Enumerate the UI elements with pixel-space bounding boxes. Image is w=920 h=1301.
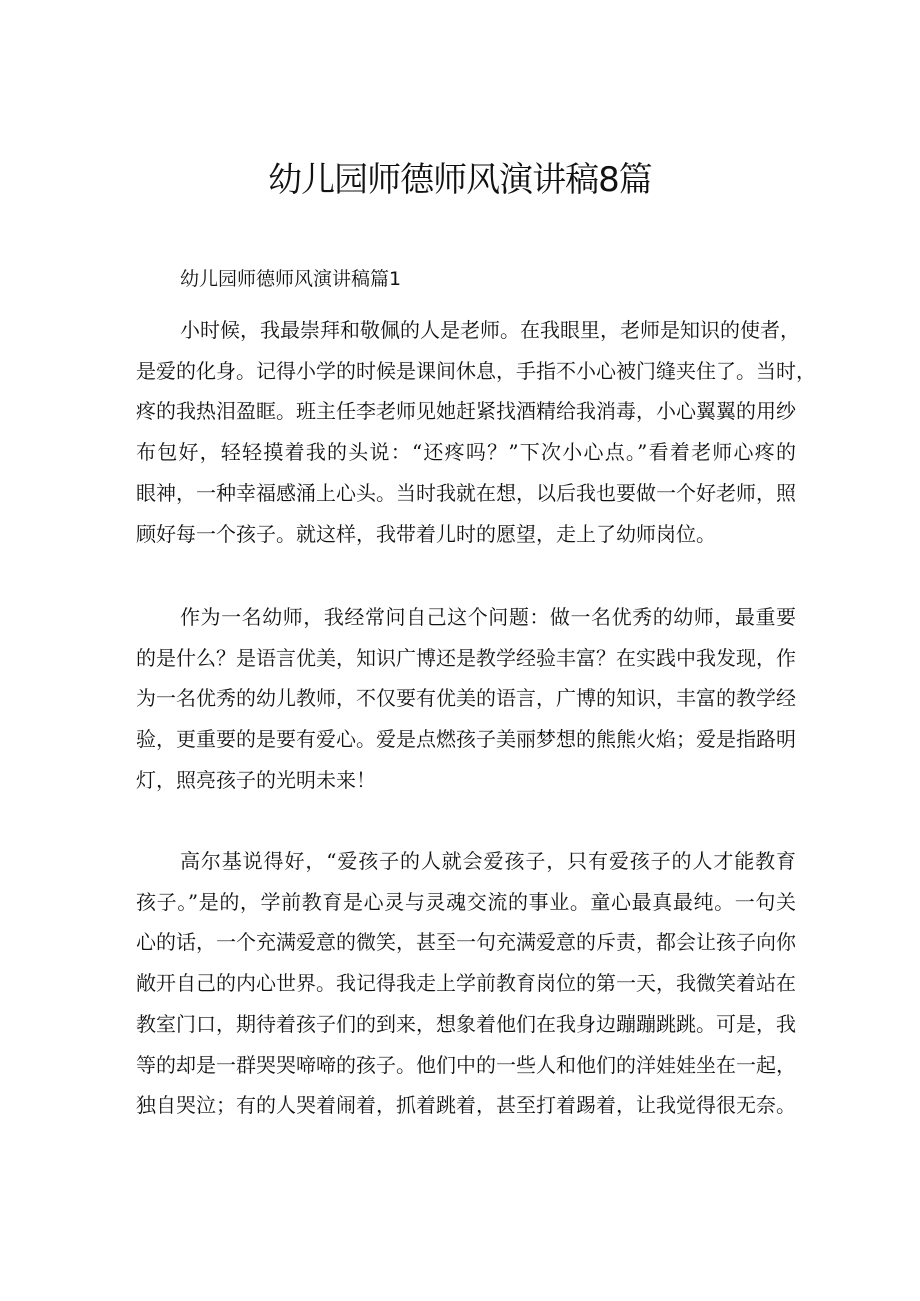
- paragraph-line: 灯，照亮孩子的光明未来！: [136, 767, 376, 792]
- paragraph-line: 教室门口，期待着孩子们的到来，想象着他们在我身边蹦蹦跳跳。可是，我: [136, 1011, 796, 1036]
- paragraph-line: 为一名优秀的幼儿教师，不仅要有优美的语言，广博的知识，丰富的教学经: [136, 686, 796, 711]
- paragraph-line: 小时候，我最崇拜和敬佩的人是老师。在我眼里，老师是知识的使者，: [180, 318, 800, 342]
- paragraph-line: 等的却是一群哭哭啼啼的孩子。他们中的一些人和他们的洋娃娃坐在一起，: [136, 1052, 796, 1077]
- paragraph-line: 验，更重要的是要有爱心。爱是点燃孩子美丽梦想的熊熊火焰；爱是指路明: [136, 727, 796, 752]
- paragraph-line: 心的话，一个充满爱意的微笑，甚至一句充满爱意的斥责，都会让孩子向你: [136, 930, 796, 955]
- paragraph-2: [136, 597, 796, 801]
- section-heading: 幼儿园师德师风演讲稿篇1: [180, 268, 402, 290]
- paragraph-3: [136, 841, 796, 1126]
- paragraph-line: 孩子。”是的，学前教育是心灵与灵魂交流的事业。童心最真最纯。一句关: [136, 889, 796, 914]
- paragraph-line: 布包好，轻轻摸着我的头说：“还疼吗？”下次小心点。”看着老师心疼的: [136, 440, 796, 465]
- paragraph-line: 疼的我热泪盈眶。班主任李老师见她赶紧找酒精给我消毒，小心翼翼的用纱: [136, 399, 796, 424]
- paragraph-line: 作为一名幼师，我经常问自己这个问题：做一名优秀的幼师，最重要: [180, 605, 796, 629]
- paragraph-line: 高尔基说得好，“爱孩子的人就会爱孩子，只有爱孩子的人才能教育: [180, 849, 796, 873]
- paragraph-1: [136, 310, 816, 554]
- paragraph-line: 独自哭泣；有的人哭着闹着，抓着跳着，甚至打着踢着，让我觉得很无奈。: [136, 1093, 796, 1118]
- paragraph-line: 是爱的化身。记得小学的时候是课间休息，手指不小心被门缝夹住了。当时，: [136, 358, 816, 383]
- paragraph-line: 敞开自己的内心世界。我记得我走上学前教育岗位的第一天，我微笑着站在: [136, 971, 796, 996]
- document-title: 幼儿园师德师风演讲稿8篇: [268, 160, 652, 200]
- paragraph-line: 眼神，一种幸福感涌上心头。当时我就在想，以后我也要做一个好老师，照: [136, 480, 796, 505]
- paragraph-line: 的是什么？是语言优美，知识广博还是教学经验丰富？在实践中我发现，作: [136, 645, 796, 670]
- paragraph-line: 顾好每一个孩子。就这样，我带着儿时的愿望，走上了幼师岗位。: [136, 521, 716, 546]
